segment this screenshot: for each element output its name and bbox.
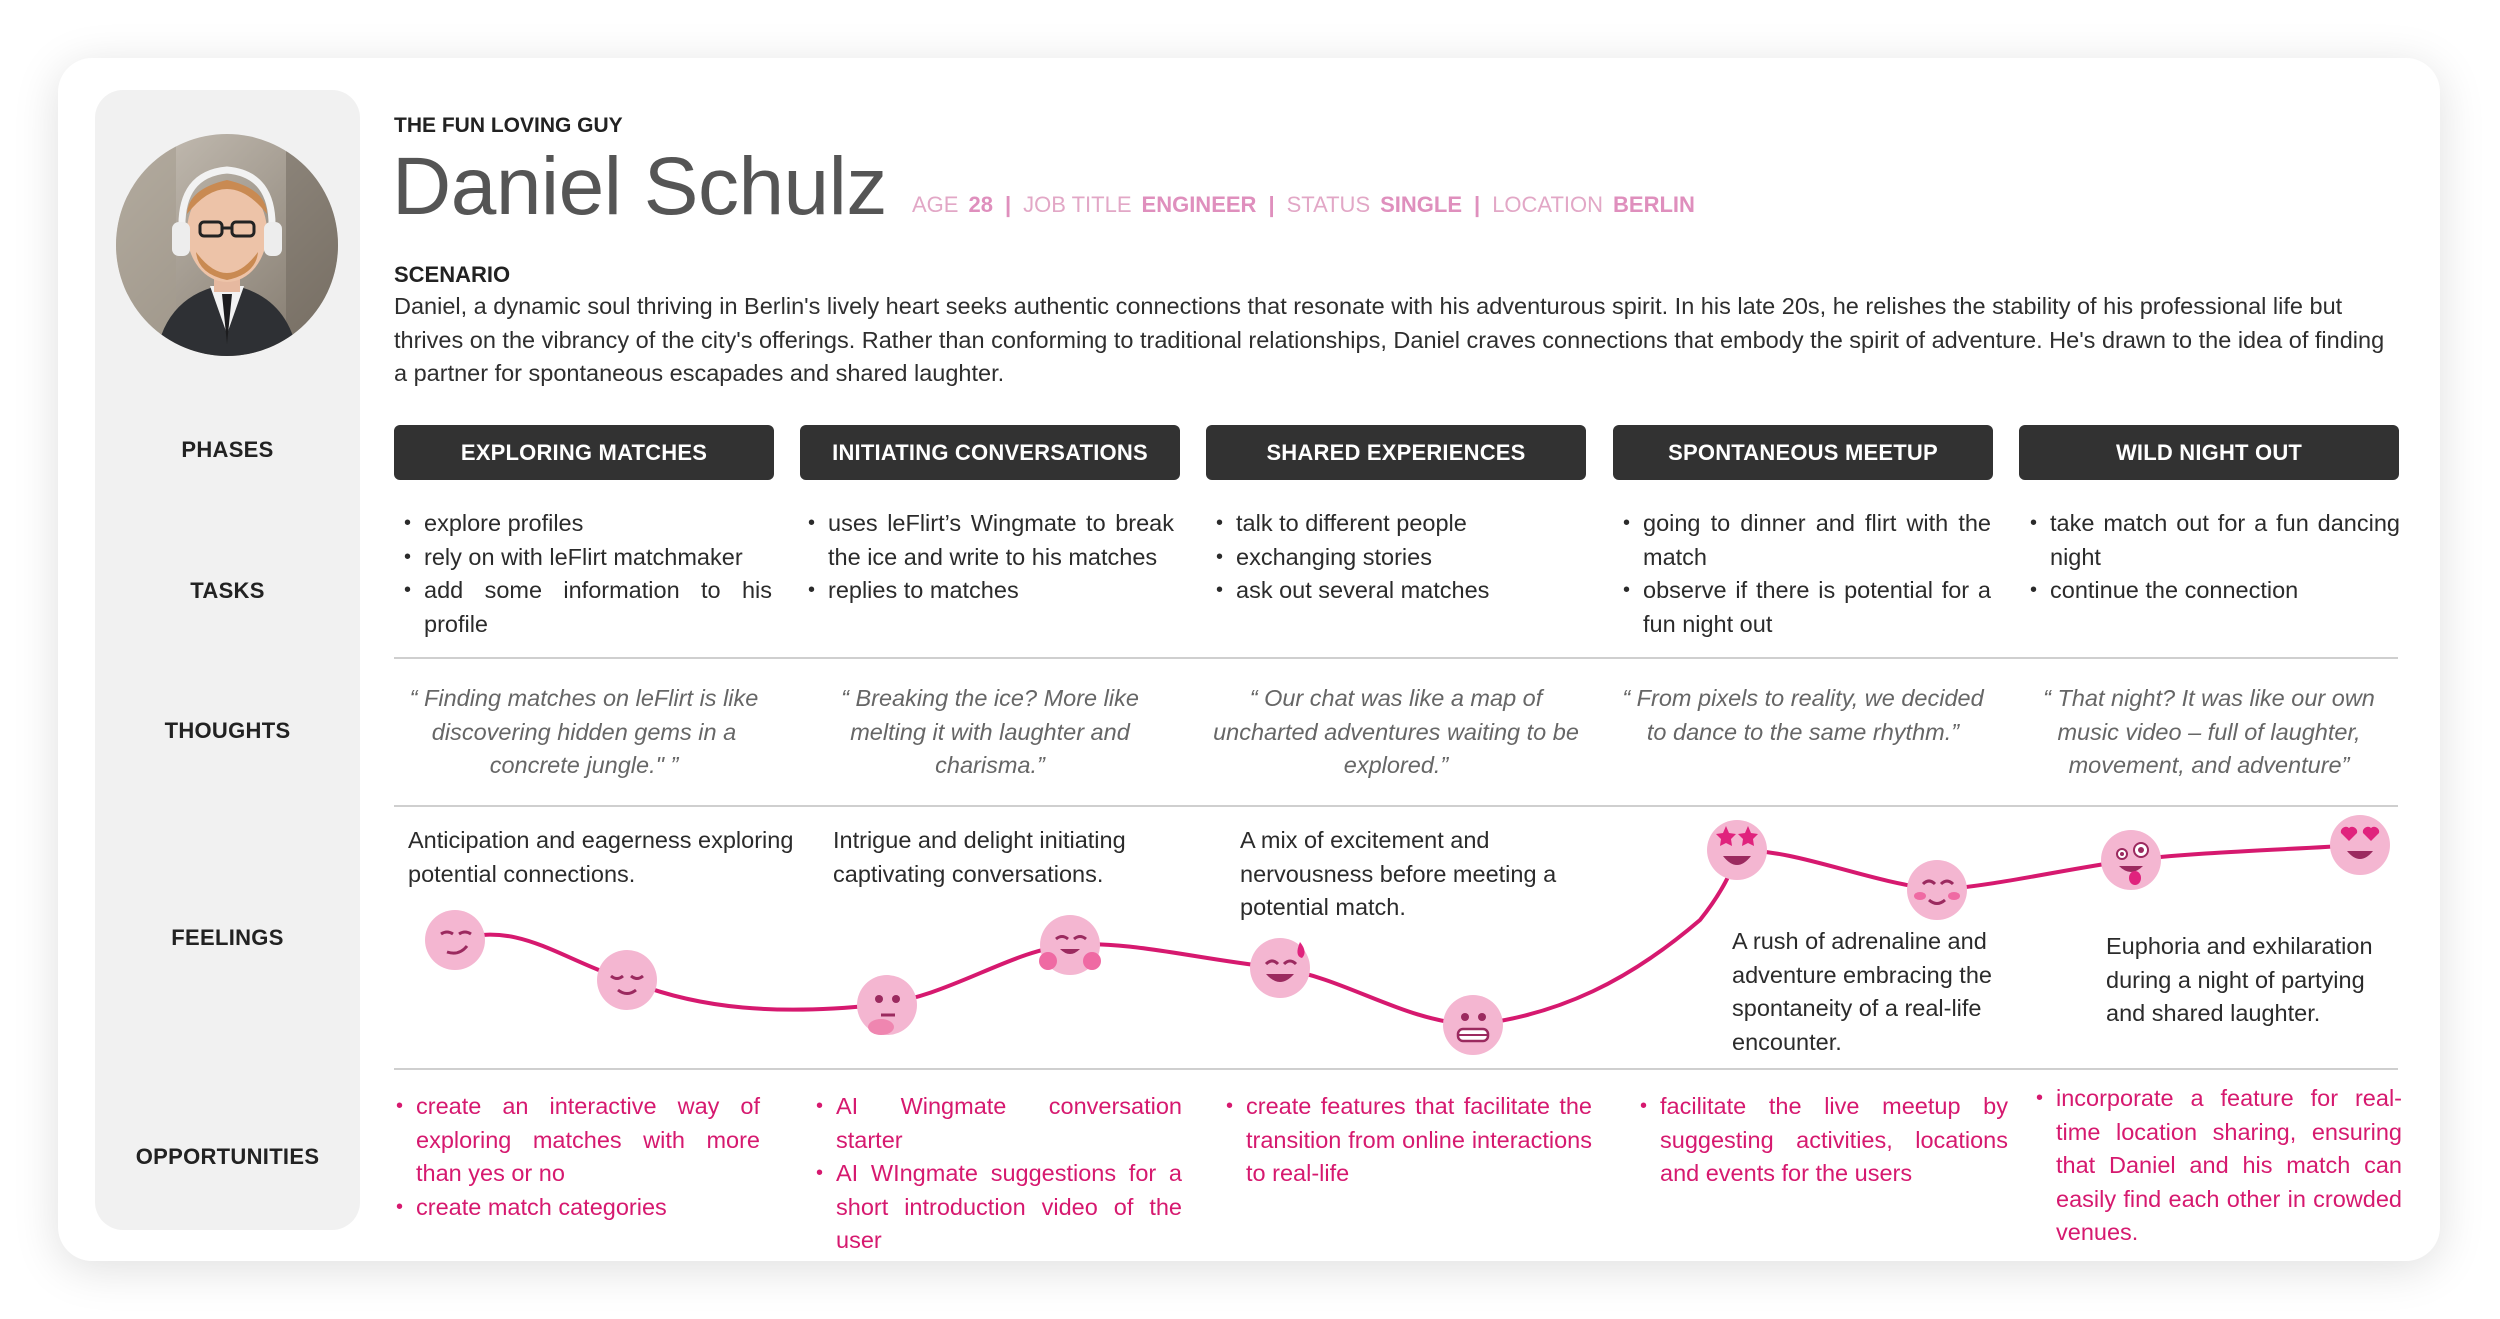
opportunity-list xyxy=(2034,1082,2402,1250)
opportunity-item: • create match categories xyxy=(394,1191,760,1225)
opportunity-item: • incorporate a feature for real-time location sharing, ensuring that Daniel and his match can easily find each other in crowded venues. xyxy=(2034,1082,2402,1250)
row-label-thoughts: THOUGHTS xyxy=(164,718,291,743)
age-label: AGE xyxy=(912,192,959,217)
location-label: LOCATION xyxy=(1492,192,1604,217)
job-label: JOB TITLE xyxy=(1023,192,1132,217)
feeling-text: Intrigue and delight initiating captivating conversations. xyxy=(833,827,1126,887)
opportunity-item: • facilitate the live meetup by suggesting activities, locations and events for the users xyxy=(1638,1090,2008,1191)
opportunities-column xyxy=(2034,1082,2402,1250)
opportunities-column xyxy=(1224,1090,1592,1191)
opportunities-column xyxy=(394,1090,760,1224)
row-divider xyxy=(394,1068,2398,1070)
task-item: • observe if there is potential for a fun night out xyxy=(1621,574,1991,641)
task-item: • continue the connection xyxy=(2028,574,2400,608)
row-label-feelings: FEELINGS xyxy=(171,925,284,950)
status-value: SINGLE xyxy=(1380,192,1463,217)
age-value: 28 xyxy=(968,192,993,217)
thought-quote: “ Finding matches on leFlirt is like discovering hidden gems in a concrete jungle." ” xyxy=(409,685,759,778)
scenario-title: SCENARIO xyxy=(394,262,511,287)
hugging-face-icon xyxy=(1039,915,1101,975)
task-item: • rely on with leFlirt matchmaker xyxy=(402,541,772,575)
task-item: • going to dinner and flirt with the match xyxy=(1621,507,1991,574)
task-item: • take match out for a fun dancing night xyxy=(2028,507,2400,574)
relieved-face-icon xyxy=(597,950,657,1010)
task-item: • exchanging stories xyxy=(1214,541,1584,575)
scenario-text: Daniel, a dynamic soul thriving in Berlin's lively heart seeks authentic connections that resonate with his adventurous spirit. In his late 20s, he relishes the stability of his professional life but thrives on the vibrancy of the city's offerings. Rather than conforming to traditional relationships, Daniel craves connections that embody the spirit of adventure. He's drawn to the idea of finding a partner for spontaneous escapades and shared laughter. xyxy=(394,293,2385,386)
thought-quote: “ Breaking the ice? More like melting it with laughter and charisma.” xyxy=(841,685,1139,778)
opportunity-item: • create features that facilitate the transition from online interactions to real-life xyxy=(1224,1090,1592,1191)
thought-quote: “ Our chat was like a map of uncharted adventures waiting to be explored.” xyxy=(1213,685,1579,778)
feeling-text: A mix of excitement and nervousness before meeting a potential match. xyxy=(1240,827,1557,920)
row-label-opportunities: OPPORTUNITIES xyxy=(135,1144,320,1169)
phase-header-initiating-conversations: INITIATING CONVERSATIONS xyxy=(800,425,1180,480)
persona-subtitle: THE FUN LOVING GUY xyxy=(394,114,623,137)
phase-header-spontaneous-meetup: SPONTANEOUS MEETUP xyxy=(1613,425,1993,480)
meta-separator: | xyxy=(1004,192,1012,217)
status-label: STATUS xyxy=(1286,192,1371,217)
task-item: • ask out several matches xyxy=(1214,574,1584,608)
task-item: • replies to matches xyxy=(806,574,1174,608)
meta-separator: | xyxy=(1268,192,1275,217)
opportunity-list xyxy=(1638,1090,2008,1191)
opportunity-list xyxy=(814,1090,1182,1258)
opportunity-list xyxy=(394,1090,760,1224)
opportunity-list xyxy=(1224,1090,1592,1191)
task-item: • uses leFlirt’s Wingmate to break the ice and write to his matches xyxy=(806,507,1174,574)
heart-eyes-face-icon xyxy=(2330,815,2390,875)
zany-face-icon xyxy=(2101,830,2161,890)
feeling-text: Euphoria and exhilaration during a night of partying and shared laughter. xyxy=(2106,933,2373,1026)
location-value: BERLIN xyxy=(1613,192,1695,217)
row-label-phases: PHASES xyxy=(181,437,274,462)
phase-header-wild-night-out: WILD NIGHT OUT xyxy=(2019,425,2399,480)
task-item: • explore profiles xyxy=(402,507,772,541)
phase-header-shared-experiences: SHARED EXPERIENCES xyxy=(1206,425,1586,480)
star-struck-face-icon xyxy=(1707,820,1767,880)
persona-name: Daniel Schulz xyxy=(392,141,887,232)
job-value: ENGINEER xyxy=(1141,192,1257,217)
phase-header-exploring-matches: EXPLORING MATCHES xyxy=(394,425,774,480)
smiling-blush-face-icon xyxy=(1907,860,1967,920)
opportunity-item: • create an interactive way of exploring matches with more than yes or no xyxy=(394,1090,760,1191)
feeling-text: A rush of adrenaline and adventure embracing the spontaneity of a real-life encounter. xyxy=(1732,928,1992,1055)
emotion-curve-line xyxy=(455,845,2360,1025)
feeling-text: Anticipation and eagerness exploring potential connections. xyxy=(408,827,794,887)
grinning-sweat-face-icon xyxy=(1250,938,1310,998)
grimacing-face-icon xyxy=(1443,995,1503,1055)
row-label-tasks: TASKS xyxy=(190,578,265,603)
meta-separator: | xyxy=(1474,192,1481,217)
opportunities-column xyxy=(814,1090,1182,1258)
task-item: • talk to different people xyxy=(1214,507,1584,541)
thought-quote: “ That night? It was like our own music video – full of laughter, movement, and adventure” xyxy=(2043,685,2375,778)
opportunity-item: • AI WIngmate suggestions for a short introduction video of the user xyxy=(814,1157,1182,1258)
task-item: • add some information to his profile xyxy=(402,574,772,641)
opportunity-item: • AI Wingmate conversation starter xyxy=(814,1090,1182,1157)
thought-quote: “ From pixels to reality, we decided to dance to the same rhythm.” xyxy=(1622,685,1984,745)
thinking-face-icon xyxy=(857,975,917,1035)
smirking-face-icon xyxy=(425,910,485,970)
opportunities-column xyxy=(1638,1090,2008,1191)
